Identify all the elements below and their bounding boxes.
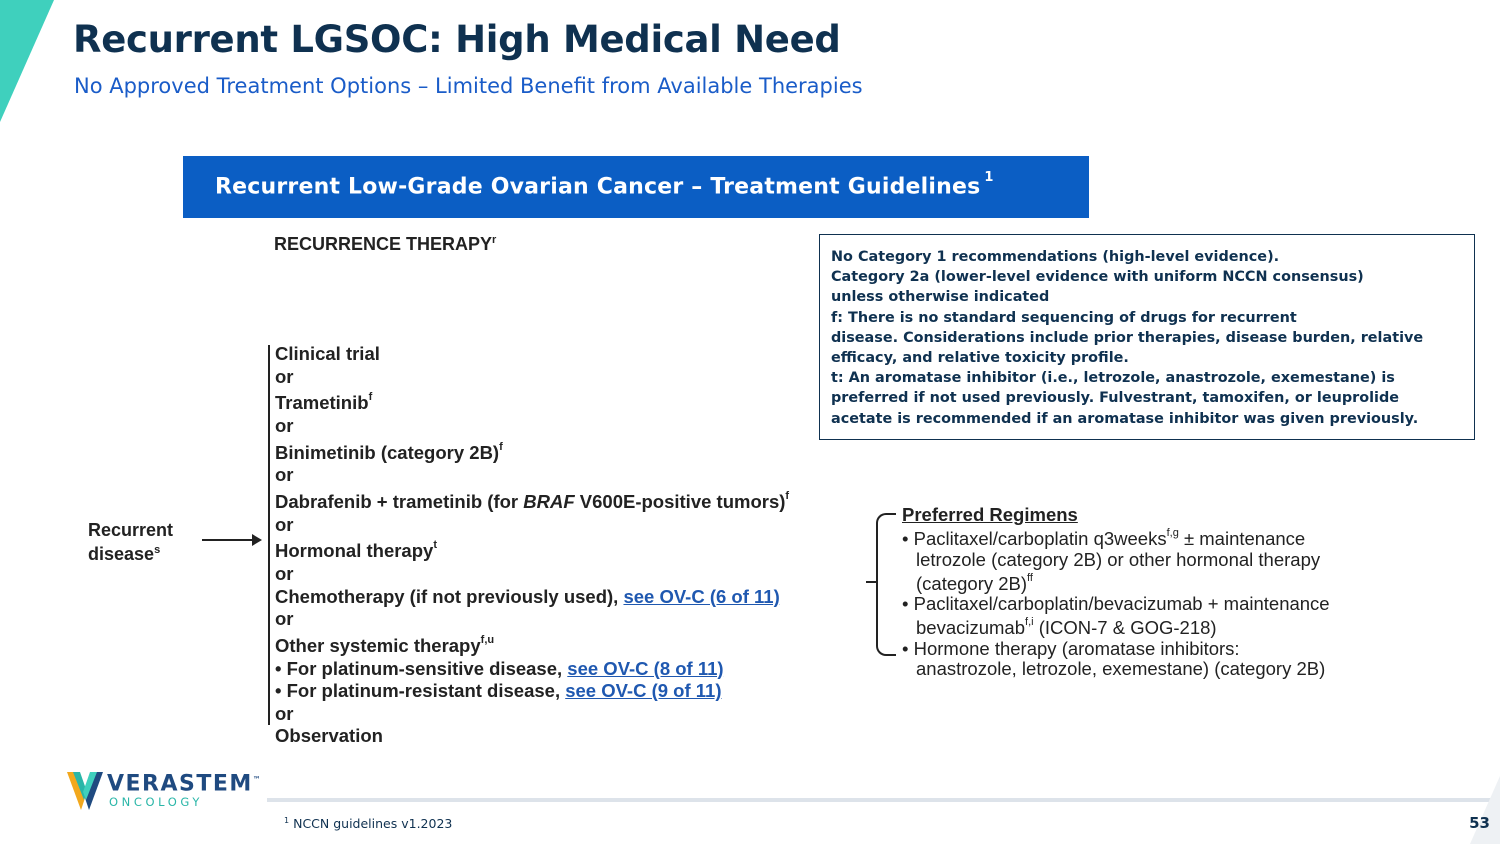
options-bracket [268,345,270,725]
evidence-notes-box [819,234,1475,440]
note-line: No Category 1 recommendations (high-level evidence). [831,249,1280,265]
note-line: disease. Considerations include prior therapies, disease burden, relative [831,329,1424,346]
note-line: efficacy, and relative toxicity profile. [831,350,1129,367]
option-observation: Observation [275,725,383,747]
therapy-options-list [275,343,789,748]
note-line: acetate is recommended if an aromatase inhibitor was given previously. [831,410,1419,427]
or-separator: or [275,365,294,387]
arrow-icon [202,539,260,541]
see-ov-c-6-link[interactable]: see OV-C (6 of 11) [623,585,780,607]
banner-title: Recurrent Low-Grade Ovarian Cancer – Treatment Guidelines $^1$ [215,170,994,200]
option-trametinib: Trametinib$^f$ [275,391,373,414]
footer-divider [267,798,1500,802]
logo-name: VERASTEM™ [107,771,261,797]
option-platinum-sensitive: • For platinum-sensitive disease, see OV-C (8 of 11) [275,657,724,679]
regimen-line: (category 2B)$^{ff}$ [916,571,1033,594]
or-separator: or [275,464,294,486]
recurrent-disease-label: Recurrent disease$^s$ [88,520,174,564]
option-dabrafenib: Dabrafenib + trametinib (for BRAF V600E-positive tumors)$^f$ [275,489,790,513]
page-number: 53 [1469,814,1490,832]
regimen-line: • Paclitaxel/carboplatin q3weeks$^{f,g}$ ± maintenance [902,527,1306,550]
verastem-v-icon [67,768,103,810]
note-line: Category 2a (lower-level evidence with uniform NCCN consensus) [831,269,1364,286]
corner-accent-right [1470,776,1500,844]
see-ov-c-9-link[interactable]: see OV-C (9 of 11) [565,680,722,702]
option-platinum-resistant: • For platinum-resistant disease, see OV-C (9 of 11) [275,680,722,702]
logo-subtitle: ONCOLOGY [109,795,203,810]
regimen-line: letrozole (category 2B) or other hormonal therapy [916,548,1321,570]
option-binimetinib: Binimetinib (category 2B)$^f$ [275,440,503,463]
note-line: preferred if not used previously. Fulvestrant, tamoxifen, or leuprolide [831,390,1400,407]
page-title: Recurrent LGSOC: High Medical Need [73,18,841,61]
preferred-bracket [876,513,896,656]
note-line: f: There is no standard sequencing of drugs for recurrent [831,309,1297,326]
verastem-logo [67,768,261,810]
preferred-heading: Preferred Regimens [902,504,1078,525]
corner-accent [0,0,54,122]
or-separator: or [275,702,294,724]
regimen-line: bevacizumab$^{f,i}$ (ICON-7 & GOG-218) [916,616,1217,639]
option-hormonal-therapy: Hormonal therapy$^t$ [275,539,437,562]
see-ov-c-8-link[interactable]: see OV-C (8 of 11) [567,657,724,679]
note-line: unless otherwise indicated [831,289,1050,306]
note-line: t: An aromatase inhibitor (i.e., letrozole, anastrozole, exemestane) is [831,370,1395,387]
option-chemotherapy: Chemotherapy (if not previously used), see OV-C (6 of 11) [275,585,780,607]
recurrence-therapy-heading: RECURRENCE THERAPY$^r$ [274,234,497,254]
regimen-line: • Hormone therapy (aromatase inhibitors: [902,637,1240,659]
regimen-line: • Paclitaxel/carboplatin/bevacizumab + maintenance [902,593,1330,615]
page-subtitle: No Approved Treatment Options – Limited Benefit from Available Therapies [74,74,863,98]
footnote: $^1$ NCCN guidelines v1.2023 [284,816,453,832]
or-separator: or [275,513,294,535]
or-separator: or [275,414,294,436]
regimen-line: anastrozole, letrozole, exemestane) (category 2B) [916,657,1326,679]
option-other-systemic: Other systemic therapy$^{f,u}$ [275,633,495,656]
preferred-regimens [902,505,1330,679]
guidelines-banner [183,156,1089,218]
option-clinical-trial: Clinical trial [275,343,380,364]
or-separator: or [275,608,294,630]
or-separator: or [275,562,294,584]
